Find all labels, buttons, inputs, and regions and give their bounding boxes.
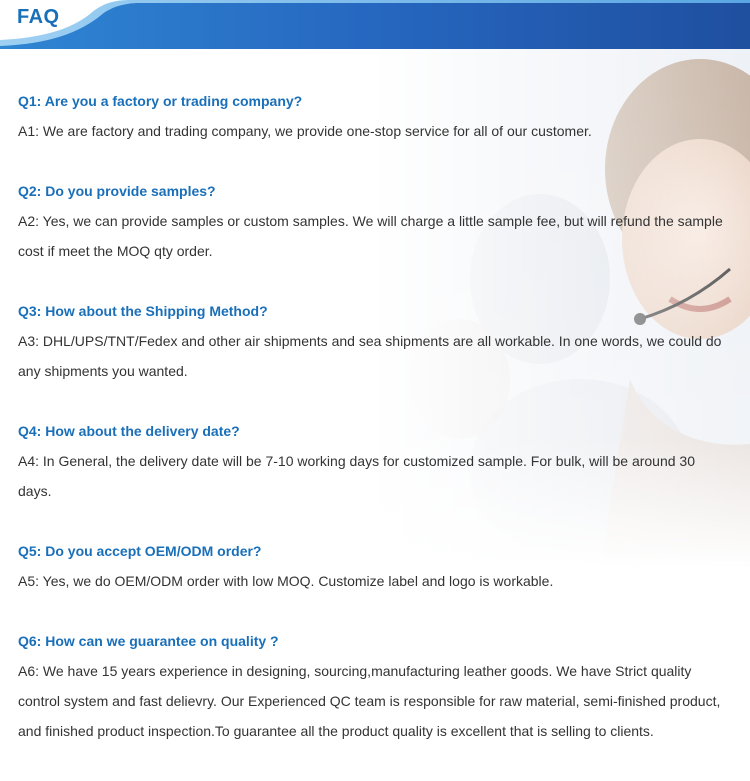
faq-item [18, 86, 730, 146]
faq-item [18, 626, 730, 746]
faq-list [18, 86, 730, 776]
faq-question: Q1: Are you a factory or trading company? [18, 93, 303, 109]
faq-question: Q4: How about the delivery date? [18, 423, 240, 439]
faq-item [18, 536, 730, 596]
faq-question: Q2: Do you provide samples? [18, 183, 216, 199]
faq-answer: A4: In General, the delivery date will be 7-10 working days for customized sample. For bulk, will be around 30 days. [18, 453, 696, 499]
faq-question: Q3: How about the Shipping Method? [18, 303, 268, 319]
faq-item [18, 296, 730, 386]
faq-item [18, 176, 730, 266]
faq-answer: A1: We are factory and trading company, we provide one-stop service for all of our customer. [18, 123, 592, 139]
faq-answer: A2: Yes, we can provide samples or custom samples. We will charge a little sample fee, but will refund the sample cost if meet the MOQ qty order. [18, 213, 723, 259]
faq-header-banner [0, 0, 750, 49]
faq-answer: A3: DHL/UPS/TNT/Fedex and other air shipments and sea shipments are all workable. In one words, we could do any shipments you wanted. [18, 333, 722, 379]
page-title: FAQ [17, 6, 60, 28]
banner-swoosh-icon [0, 0, 750, 49]
faq-question: Q5: Do you accept OEM/ODM order? [18, 543, 262, 559]
faq-item [18, 416, 730, 506]
faq-question: Q6: How can we guarantee on quality ? [18, 633, 279, 649]
faq-answer: A5: Yes, we do OEM/ODM order with low MOQ. Customize label and logo is workable. [18, 573, 554, 589]
faq-answer: A6: We have 15 years experience in designing, sourcing,manufacturing leather goods. We have Strict quality control system and fast delievry. Our Experienced QC team is responsible for raw material, semi-finished product, and finished product inspection.To guarantee all the product quality is excellent that is selling to clients. [18, 663, 721, 739]
